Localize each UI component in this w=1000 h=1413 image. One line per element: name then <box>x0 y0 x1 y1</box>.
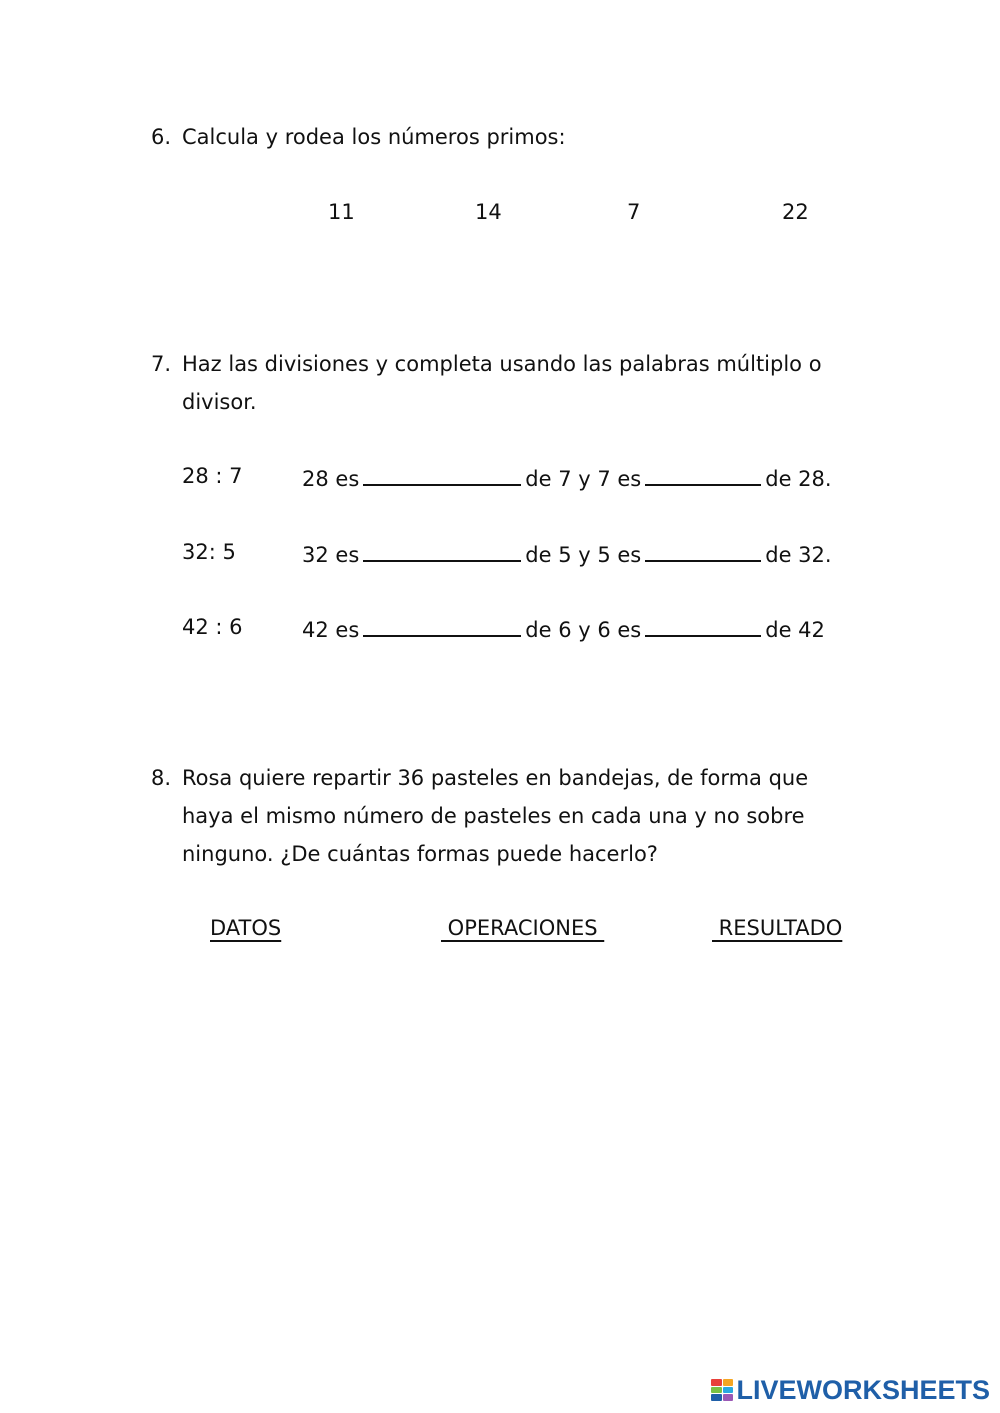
datos-heading: DATOS <box>210 916 282 940</box>
question-6-text: Calcula y rodea los números primos: <box>182 125 566 149</box>
sentence-part: 28 es <box>302 467 360 491</box>
sentence-part: 42 es <box>302 618 360 642</box>
division-label: 28 : 7 <box>182 464 243 488</box>
division-label: 42 : 6 <box>182 615 243 639</box>
answer-blank-input[interactable] <box>645 540 761 562</box>
fill-sentence <box>302 615 825 642</box>
logo-text: LIVEWORKSHEETS <box>736 1374 990 1405</box>
sentence-part: de 6 y 6 es <box>525 618 642 642</box>
question-7-text-line1: Haz las divisiones y completa usando las palabras múltiplo o <box>182 352 822 376</box>
number-option[interactable]: 22 <box>782 200 809 224</box>
sentence-part: de 5 y 5 es <box>525 543 642 567</box>
number-option[interactable]: 11 <box>328 200 355 224</box>
question-8-text-line2: haya el mismo número de pasteles en cada una y no sobre <box>182 804 805 828</box>
answer-blank-input[interactable] <box>363 464 521 486</box>
question-7-text-line2: divisor. <box>182 390 257 414</box>
fill-sentence <box>302 540 832 567</box>
answer-blank-input[interactable] <box>363 540 521 562</box>
question-8-number: 8. <box>151 766 172 790</box>
sentence-part: de 28. <box>765 467 832 491</box>
answer-blank-input[interactable] <box>645 615 761 637</box>
answer-blank-input[interactable] <box>645 464 761 486</box>
number-option[interactable]: 14 <box>475 200 502 224</box>
sentence-part: de 32. <box>765 543 832 567</box>
question-7-number: 7. <box>151 352 172 376</box>
question-8-text-line3: ninguno. ¿De cuántas formas puede hacerlo? <box>182 842 658 866</box>
question-8-text-line1: Rosa quiere repartir 36 pasteles en bandejas, de forma que <box>182 766 809 790</box>
resultado-heading: RESULTADO <box>712 916 843 940</box>
sentence-part: de 42 <box>765 618 825 642</box>
answer-blank-input[interactable] <box>363 615 521 637</box>
division-label: 32: 5 <box>182 540 236 564</box>
sentence-part: de 7 y 7 es <box>525 467 642 491</box>
number-option[interactable]: 7 <box>627 200 641 224</box>
logo-grid-icon <box>711 1379 733 1401</box>
fill-sentence <box>302 464 832 491</box>
operaciones-heading: OPERACIONES <box>441 916 605 940</box>
liveworksheets-logo <box>711 1375 990 1405</box>
sentence-part: 32 es <box>302 543 360 567</box>
question-6-number: 6. <box>151 125 172 149</box>
